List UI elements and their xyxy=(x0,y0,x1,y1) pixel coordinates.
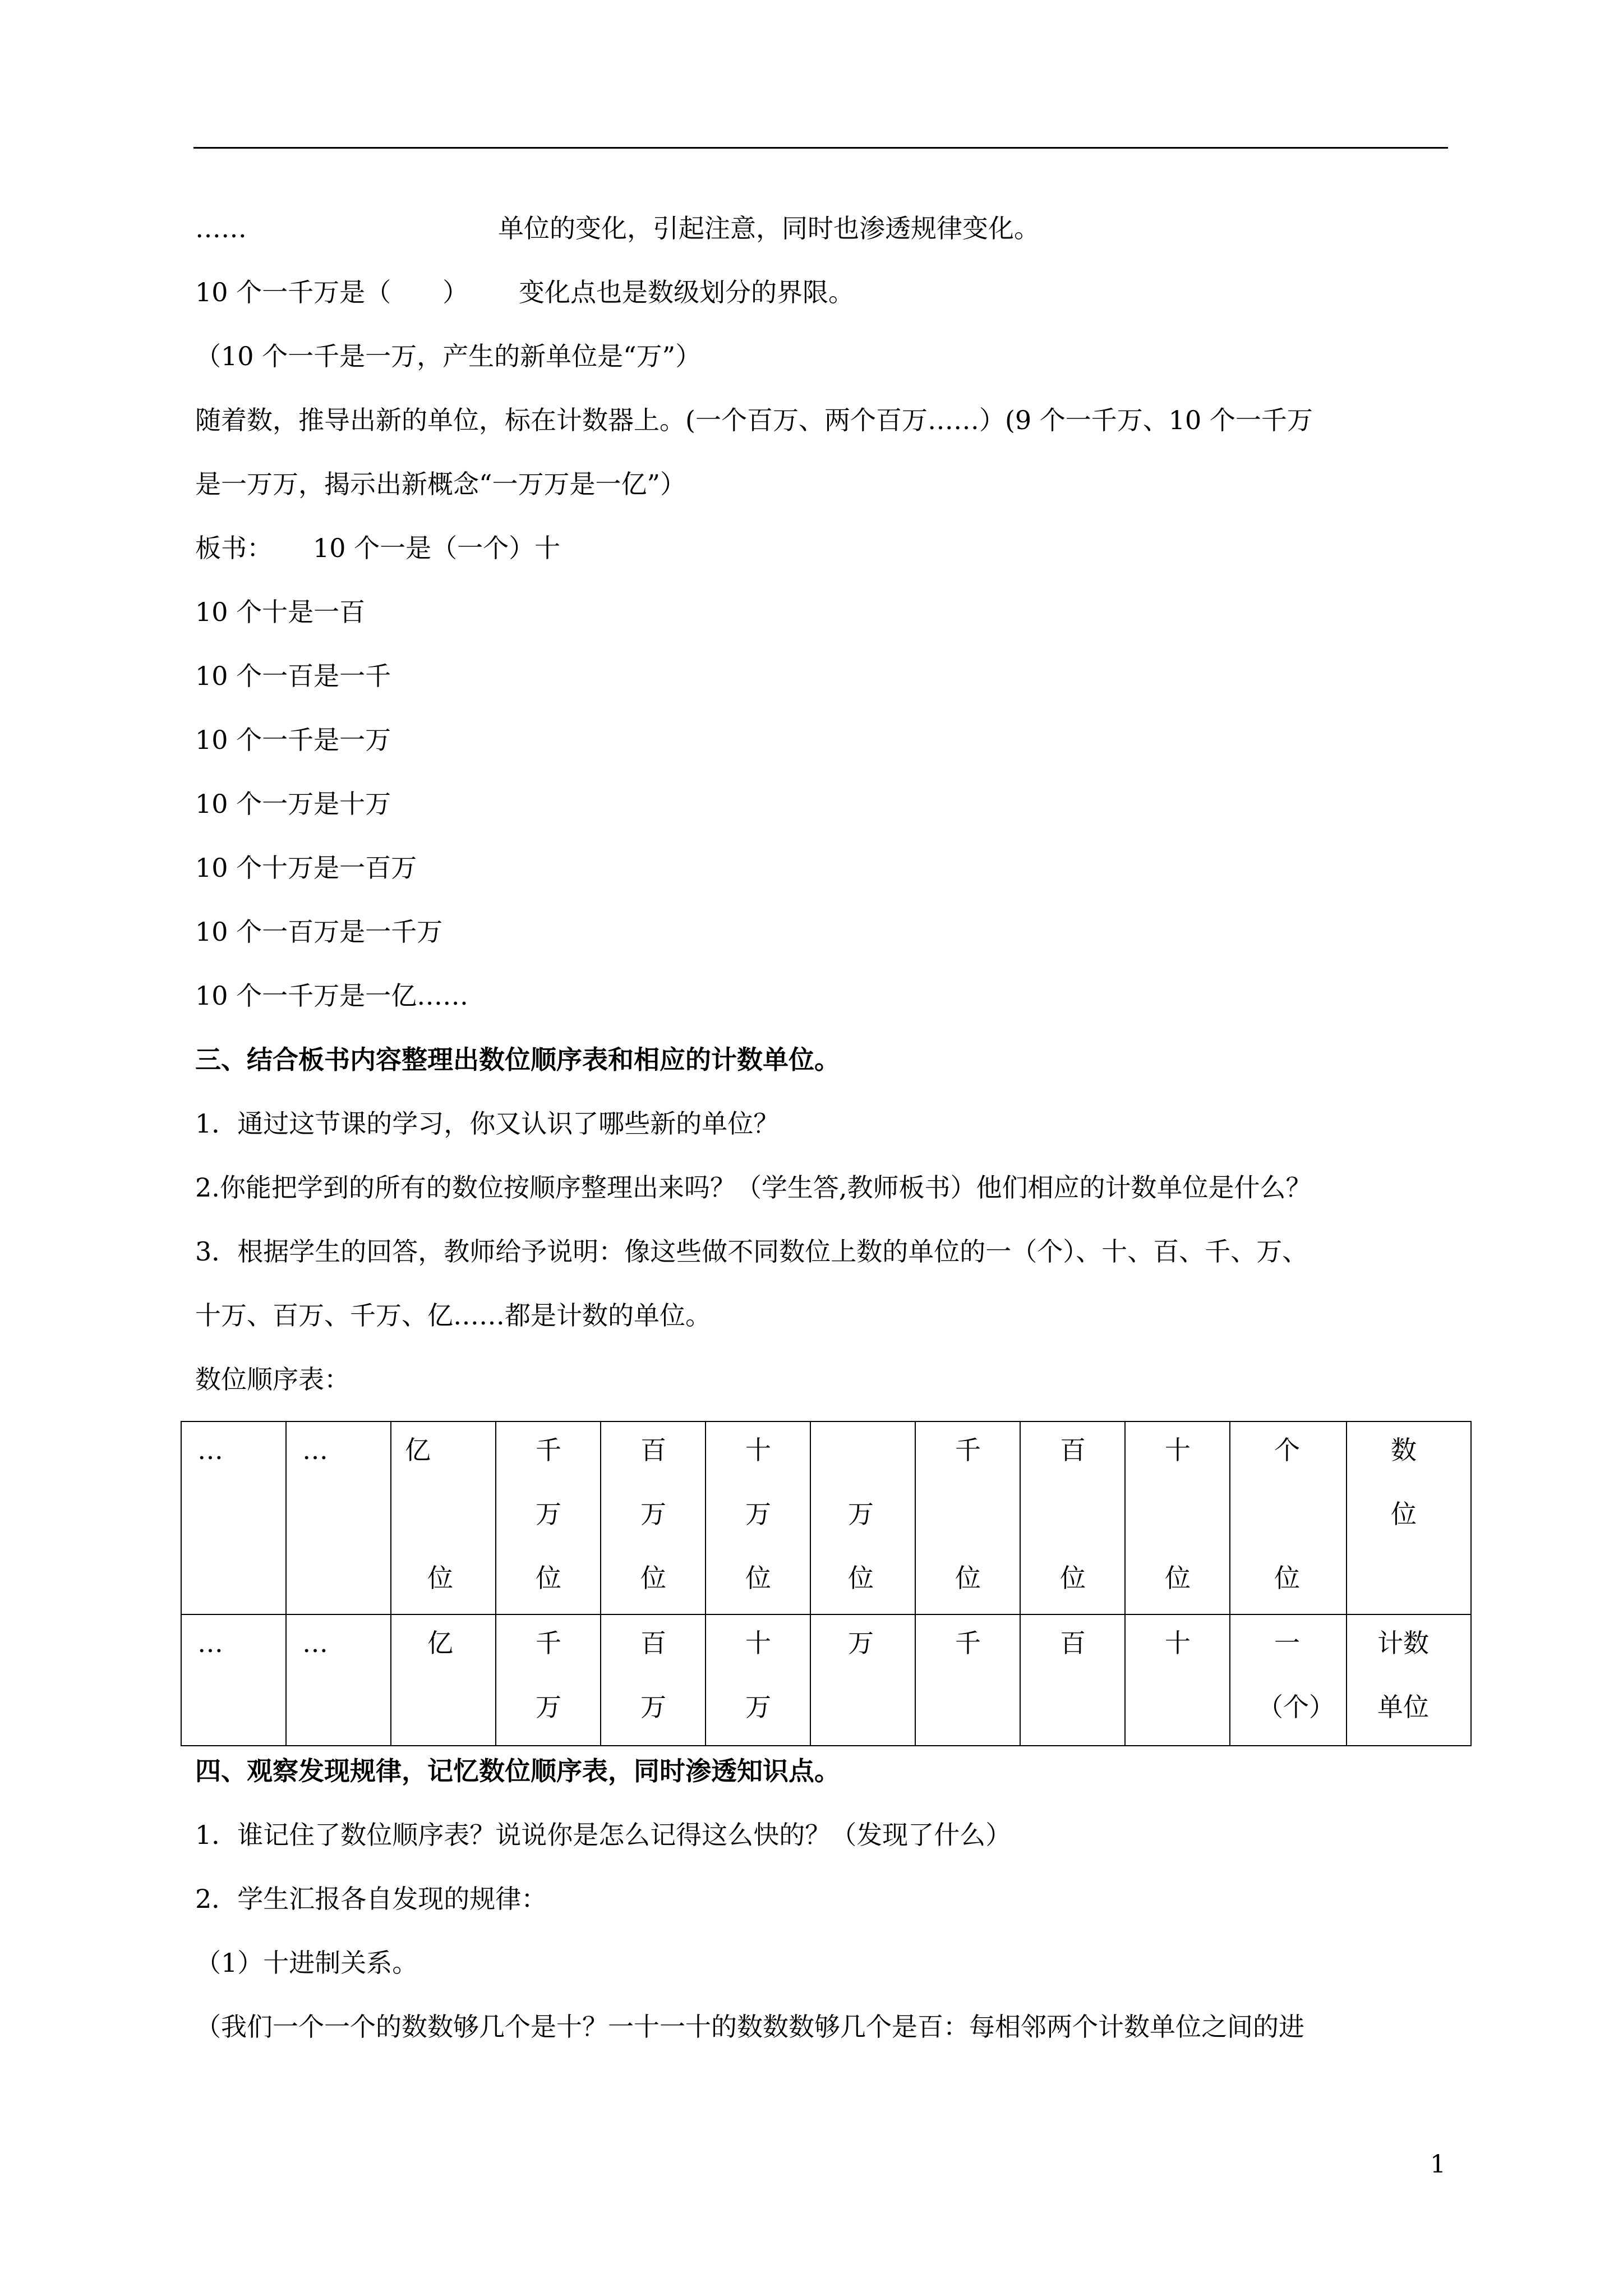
table-cell: 百 位 xyxy=(1020,1421,1125,1614)
table-cell: 百 万 xyxy=(601,1614,706,1746)
section-heading: 三、结合板书内容整理出数位顺序表和相应的计数单位。 xyxy=(195,1045,840,1075)
text-line: 10 个一千万是一亿…… xyxy=(195,981,469,1011)
text-line: （10 个一千是一万，产生的新单位是“万”） xyxy=(195,341,702,371)
table-cell: 十 xyxy=(1125,1614,1230,1746)
table-row xyxy=(181,1614,1471,1746)
table-cell: 千 万 xyxy=(496,1614,601,1746)
text-line: 10 个一千是一万 xyxy=(195,725,391,755)
table-cell: 个 位 xyxy=(1230,1421,1347,1614)
table-cell: 十 位 xyxy=(1125,1421,1230,1614)
table-cell: … xyxy=(181,1421,286,1614)
section-heading: 四、观察发现规律，记忆数位顺序表，同时渗透知识点。 xyxy=(195,1756,840,1786)
text-line: 3．根据学生的回答，教师给予说明：像这些做不同数位上数的单位的一（个）、十、百、千、万、 xyxy=(195,1236,1308,1267)
table-cell: 计数 单位 xyxy=(1347,1614,1471,1746)
text-line: 10 个十万是一百万 xyxy=(195,853,417,883)
table-cell: 千 xyxy=(915,1614,1020,1746)
text-line: …… 单位的变化，引起注意，同时也渗透规律变化。 xyxy=(195,213,1040,243)
table-cell: 千 位 xyxy=(915,1421,1020,1614)
table-row xyxy=(181,1421,1471,1614)
table-cell: … xyxy=(286,1421,391,1614)
header-rule xyxy=(193,147,1448,149)
text-line: （1）十进制关系。 xyxy=(195,1948,418,1978)
text-line: 是一万万，揭示出新概念“一万万是一亿”） xyxy=(195,469,686,499)
table-cell: 亿 位 xyxy=(391,1421,496,1614)
text-line: 10 个一万是十万 xyxy=(195,789,391,819)
table-cell: 十 万 xyxy=(706,1614,810,1746)
text-line: 随着数，推导出新的单位，标在计数器上。(一个百万、两个百万……）(9 个一千万、10 个一千万 xyxy=(195,405,1313,435)
table-cell: 千 万 位 xyxy=(496,1421,601,1614)
text-line: 2.你能把学到的所有的数位按顺序整理出来吗？（学生答,教师板书）他们相应的计数单位是什么？ xyxy=(195,1172,1312,1203)
place-value-table xyxy=(181,1421,1472,1746)
table-cell: 万 xyxy=(810,1614,915,1746)
text-line: 10 个一百万是一千万 xyxy=(195,917,443,947)
text-line: （我们一个一个的数数够几个是十？一十一十的数数数够几个是百：每相邻两个计数单位之间的进 xyxy=(195,2012,1304,2042)
text-line: 板书： 10 个一是（一个）十 xyxy=(195,533,561,563)
table-cell: 十 万 位 xyxy=(706,1421,810,1614)
table-cell: 亿 xyxy=(391,1614,496,1746)
page-number: 1 xyxy=(1430,2150,1446,2179)
table-cell: 百 xyxy=(1020,1614,1125,1746)
text-line: 1．谁记住了数位顺序表？说说你是怎么记得这么快的？（发现了什么） xyxy=(195,1820,1012,1850)
table-cell: 百 万 位 xyxy=(601,1421,706,1614)
table-cell: 一 （个） xyxy=(1230,1614,1347,1746)
text-line: 2．学生汇报各自发现的规律： xyxy=(195,1884,547,1914)
text-line: 10 个十是一百 xyxy=(195,597,366,627)
table-cell: 万 位 xyxy=(810,1421,915,1614)
table-cell: … xyxy=(286,1614,391,1746)
text-line: 1．通过这节课的学习，你又认识了哪些新的单位？ xyxy=(195,1108,780,1139)
table-caption: 数位顺序表： xyxy=(195,1364,350,1395)
table-cell: … xyxy=(181,1614,286,1746)
text-line: 十万、百万、千万、亿……都是计数的单位。 xyxy=(195,1300,711,1331)
table-cell: 数 位 xyxy=(1347,1421,1471,1614)
text-line: 10 个一百是一千 xyxy=(195,661,391,691)
text-line: 10 个一千万是（ ） 变化点也是数级划分的界限。 xyxy=(195,277,854,307)
